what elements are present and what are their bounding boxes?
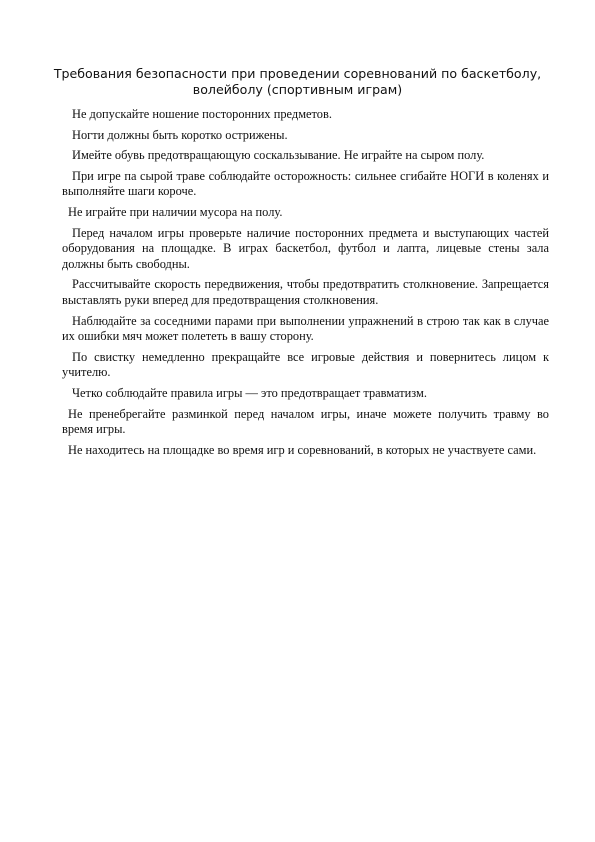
paragraph: При игре па сырой траве соблюдайте осторожность: сильнее сгибайте НОГИ в коленях и выполняйте шаги короче. bbox=[62, 168, 549, 199]
paragraph: По свистку немедленно прекращайте все игровые действия и повернитесь лицом к учителю. bbox=[62, 349, 549, 380]
paragraph: Не находитесь на площадке во время игр и соревнований, в которых не участвуете сами. bbox=[68, 442, 537, 457]
paragraph: Рассчитывайте скорость передвижения, чтобы предотвратить столкновение. Запрещается выставлять руки вперед для предотвращения столкновения. bbox=[62, 277, 549, 307]
paragraph: Имейте обувь предотвращающую соскальзывание. Не играйте на сыром полу. bbox=[72, 148, 485, 163]
paragraph: Не допускайте ношение посторонних предметов. bbox=[72, 107, 332, 121]
paragraph: Наблюдайте за соседними парами при выполнении упражнений в строю так как в случае их ошибки мяч может полететь в вашу сторону. bbox=[62, 313, 549, 344]
paragraph: Перед началом игры проверьте наличие посторонних предмета и выступающих частей оборудования на площадке. В играх баскетбол, футбол и лапта, лицевые стены зала должны быть свободны. bbox=[62, 225, 549, 271]
paragraph: Не пренебрегайте разминкой перед началом игры, иначе можете получить травму во время игры. bbox=[62, 406, 549, 437]
page-title: Требования безопасности при проведении соревнований по баскетболу, волейболу (спортивным играм) bbox=[53, 66, 542, 97]
paragraph: Четко соблюдайте правила игры — это предотвращает травматизм. bbox=[72, 385, 427, 400]
document-body bbox=[62, 107, 549, 463]
paragraph: Ногти должны быть коротко острижены. bbox=[72, 127, 288, 142]
paragraph: Не играйте при наличии мусора на полу. bbox=[68, 204, 283, 219]
